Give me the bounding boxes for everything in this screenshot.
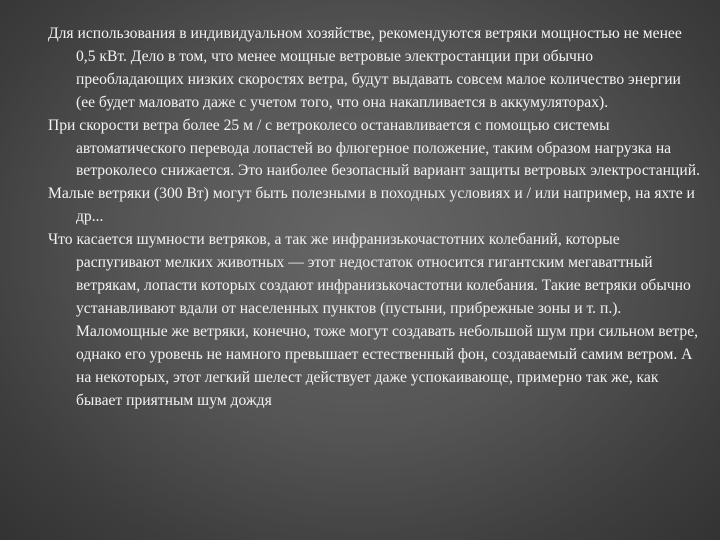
paragraph-3: Малые ветряки (300 Вт) могут быть полезными в походных условиях и / или например, на яхте и др... [48, 185, 695, 226]
slide-body-text [48, 23, 700, 412]
paragraph-2: При скорости ветра более 25 м / с ветроколесо останавливается с помощью системы автоматического перевода лопастей во флюгерное положение, таким образом нагрузка на ветроколесо снижается. Это наиболее безопасный вариант защиты ветровых электростанций. [48, 116, 700, 180]
paragraph-1: Для использования в индивидуальном хозяйстве, рекомендуются ветряки мощностью не менее 0,5 кВт. Дело в том, что менее мощные ветровые электростанции при обычно преобладающих низких скоростях ветра, будут выдавать совсем малое количество энергии (ее будет маловато даже с учетом того, что она накапливается в аккумуляторах). [48, 25, 682, 111]
paragraph-4: Что касается шумности ветряков, а так же инфранизькочастотних колебаний, которые распугивают мелких животных — этот недостаток относится гигантским мегаваттный ветрякам, лопасти которых создают инфранизькочастотни колебания. Такие ветряки обычно устанавливают вдали от населенных пунктов (пустыни, прибрежные зоны и т. п.). Маломощные же ветряки, конечно, тоже могут создавать небольшой шум при сильном ветре, однако его уровень не намного превышает естественный фон, создаваемый самим ветром. А на некоторых, этот легкий шелест действует даже успокаивающе, примерно так же, как бывает приятным шум дождя [48, 231, 699, 409]
